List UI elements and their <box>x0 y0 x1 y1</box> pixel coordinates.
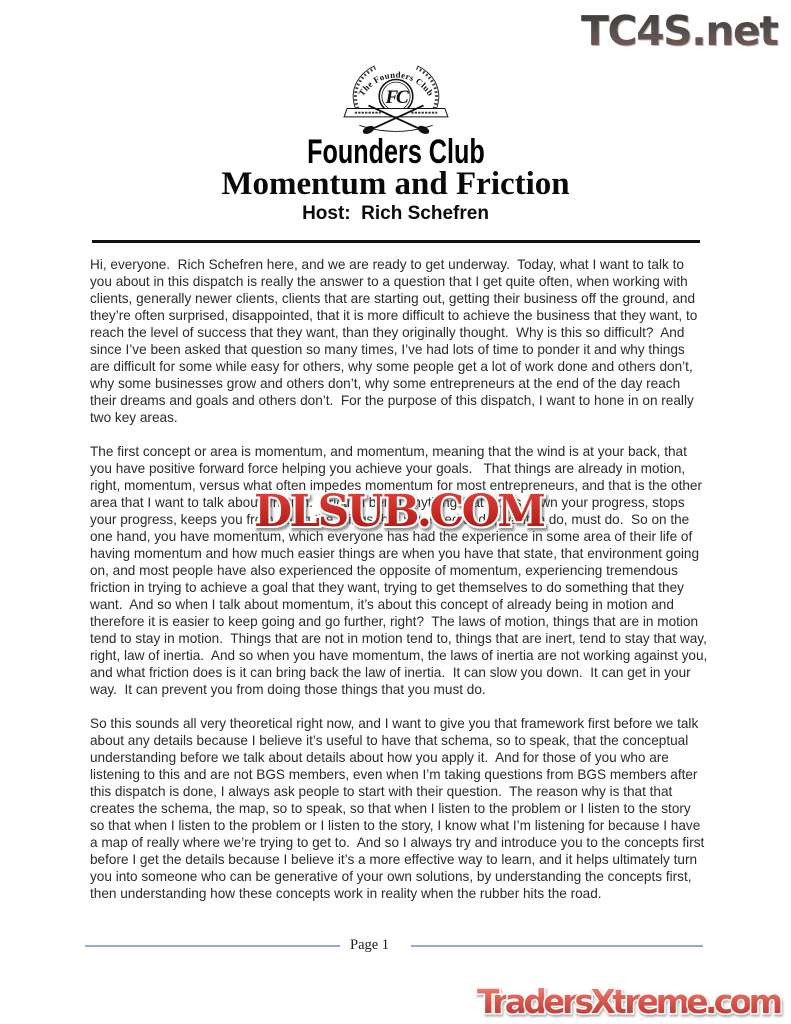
crest-arc-text: The Founders Club <box>356 69 436 98</box>
header-divider-rule <box>92 240 700 243</box>
paragraph-2: The first concept or area is momentum, and momentum, meaning that the wind is at your back, that you have positive forward force helping you achieve your goals. That things are already in motion, right, momentum, versus what often impedes momentum for most entrepreneurs, and that is the other area that I want to talk about, friction. Friction being anything that slows down your progress, stops your progress, keeps you from doing the things that you need to do, want to do, must do. So on the one hand, you have momentum, which everyone has had the experience in some area of their life of having momentum and how much easier things are when you have that state, that environment going on, and most people have also experienced the opposite of momentum, experiencing tremendous friction in trying to achieve a goal that they want, trying to get themselves to do something that they want. And so when I talk about momentum, it’s about this concept of already being in motion and therefore it is easier to keep going and go further, right? The laws of motion, things that are in motion tend to stay in motion. Things that are not in motion tend to, things that are inert, tend to stay that way, right, law of inertia. And so when you have momentum, the laws of inertia are not working against you, and what friction does is it can bring back the law of inertia. It can slow you down. It can get in your way. It can prevent you from doing those things that you must do. <box>90 444 712 697</box>
tc4s-logo-text: TC4S.net <box>581 7 779 55</box>
tradersxtreme-logo <box>469 978 791 1024</box>
transcript-body <box>90 256 712 919</box>
footer-rule-left <box>85 945 340 947</box>
crest-monogram: FC <box>385 87 407 109</box>
paragraph-3: So this sounds all very theoretical right now, and I want to give you that framework first before we talk about any details because I believe it’s useful to have that schema, so to speak, that the conceptual understanding before we talk about details about how you apply it. And for those of you who are listening to this and are not BGS members, even when I’m taking questions from BGS members after this dispatch is done, I always ask people to start with their question. The reason why is that that creates the schema, the map, so to speak, so that when I listen to the problem or I listen to the story so that when I listen to the problem or I listen to the story, I know what I’m listening for because I have a map of really where we’re trying to get to. And so I always try and introduce you to the concepts first before I get the details because I believe it’s a more effective way to learn, and it helps ultimately turn you into someone who can be generative of your own solutions, by understanding the concepts first, then understanding how these concepts work in reality when the rubber hits the road. <box>90 716 709 901</box>
document-title: Momentum and Friction <box>221 166 570 202</box>
crest-ribbon-icon <box>344 109 448 117</box>
club-name-heading: Founders Club <box>306 133 485 171</box>
paragraph-1: Hi, everyone. Rich Schefren here, and we are ready to get underway. Today, what I want to talk to you about in this dispatch is really the answer to a question that I get quite often, when working with clients, generally newer clients, clients that are starting out, getting their business off the ground, and they’re often surprised, disappointed, that it is more difficult to achieve the business that they want, to reach the level of success that they want, than they originally thought. Why is this so difficult? And since I’ve been asked that question so many times, I’ve had lots of time to ponder it and why things are difficult for some while easy for others, why some people get a lot of work done and others don’t, why some businesses grow and others don’t, why some entrepreneurs at the end of the day reach their dreams and goals and others don’t. For the purpose of this dispatch, I want to hone in on really two key areas. <box>90 257 702 425</box>
founders-club-crest-logo <box>333 52 459 136</box>
dlsub-watermark-text: DLSUB.COM <box>254 486 546 537</box>
page-number-label: Page 1 <box>350 937 390 953</box>
tradersxtreme-logo-text: TradersXtreme.com <box>477 982 783 1021</box>
tc4s-logo <box>575 3 785 55</box>
page-footer <box>85 937 703 954</box>
host-line: Host: Rich Schefren <box>302 203 489 224</box>
dlsub-watermark <box>246 480 554 542</box>
footer-rule-right <box>411 945 703 947</box>
